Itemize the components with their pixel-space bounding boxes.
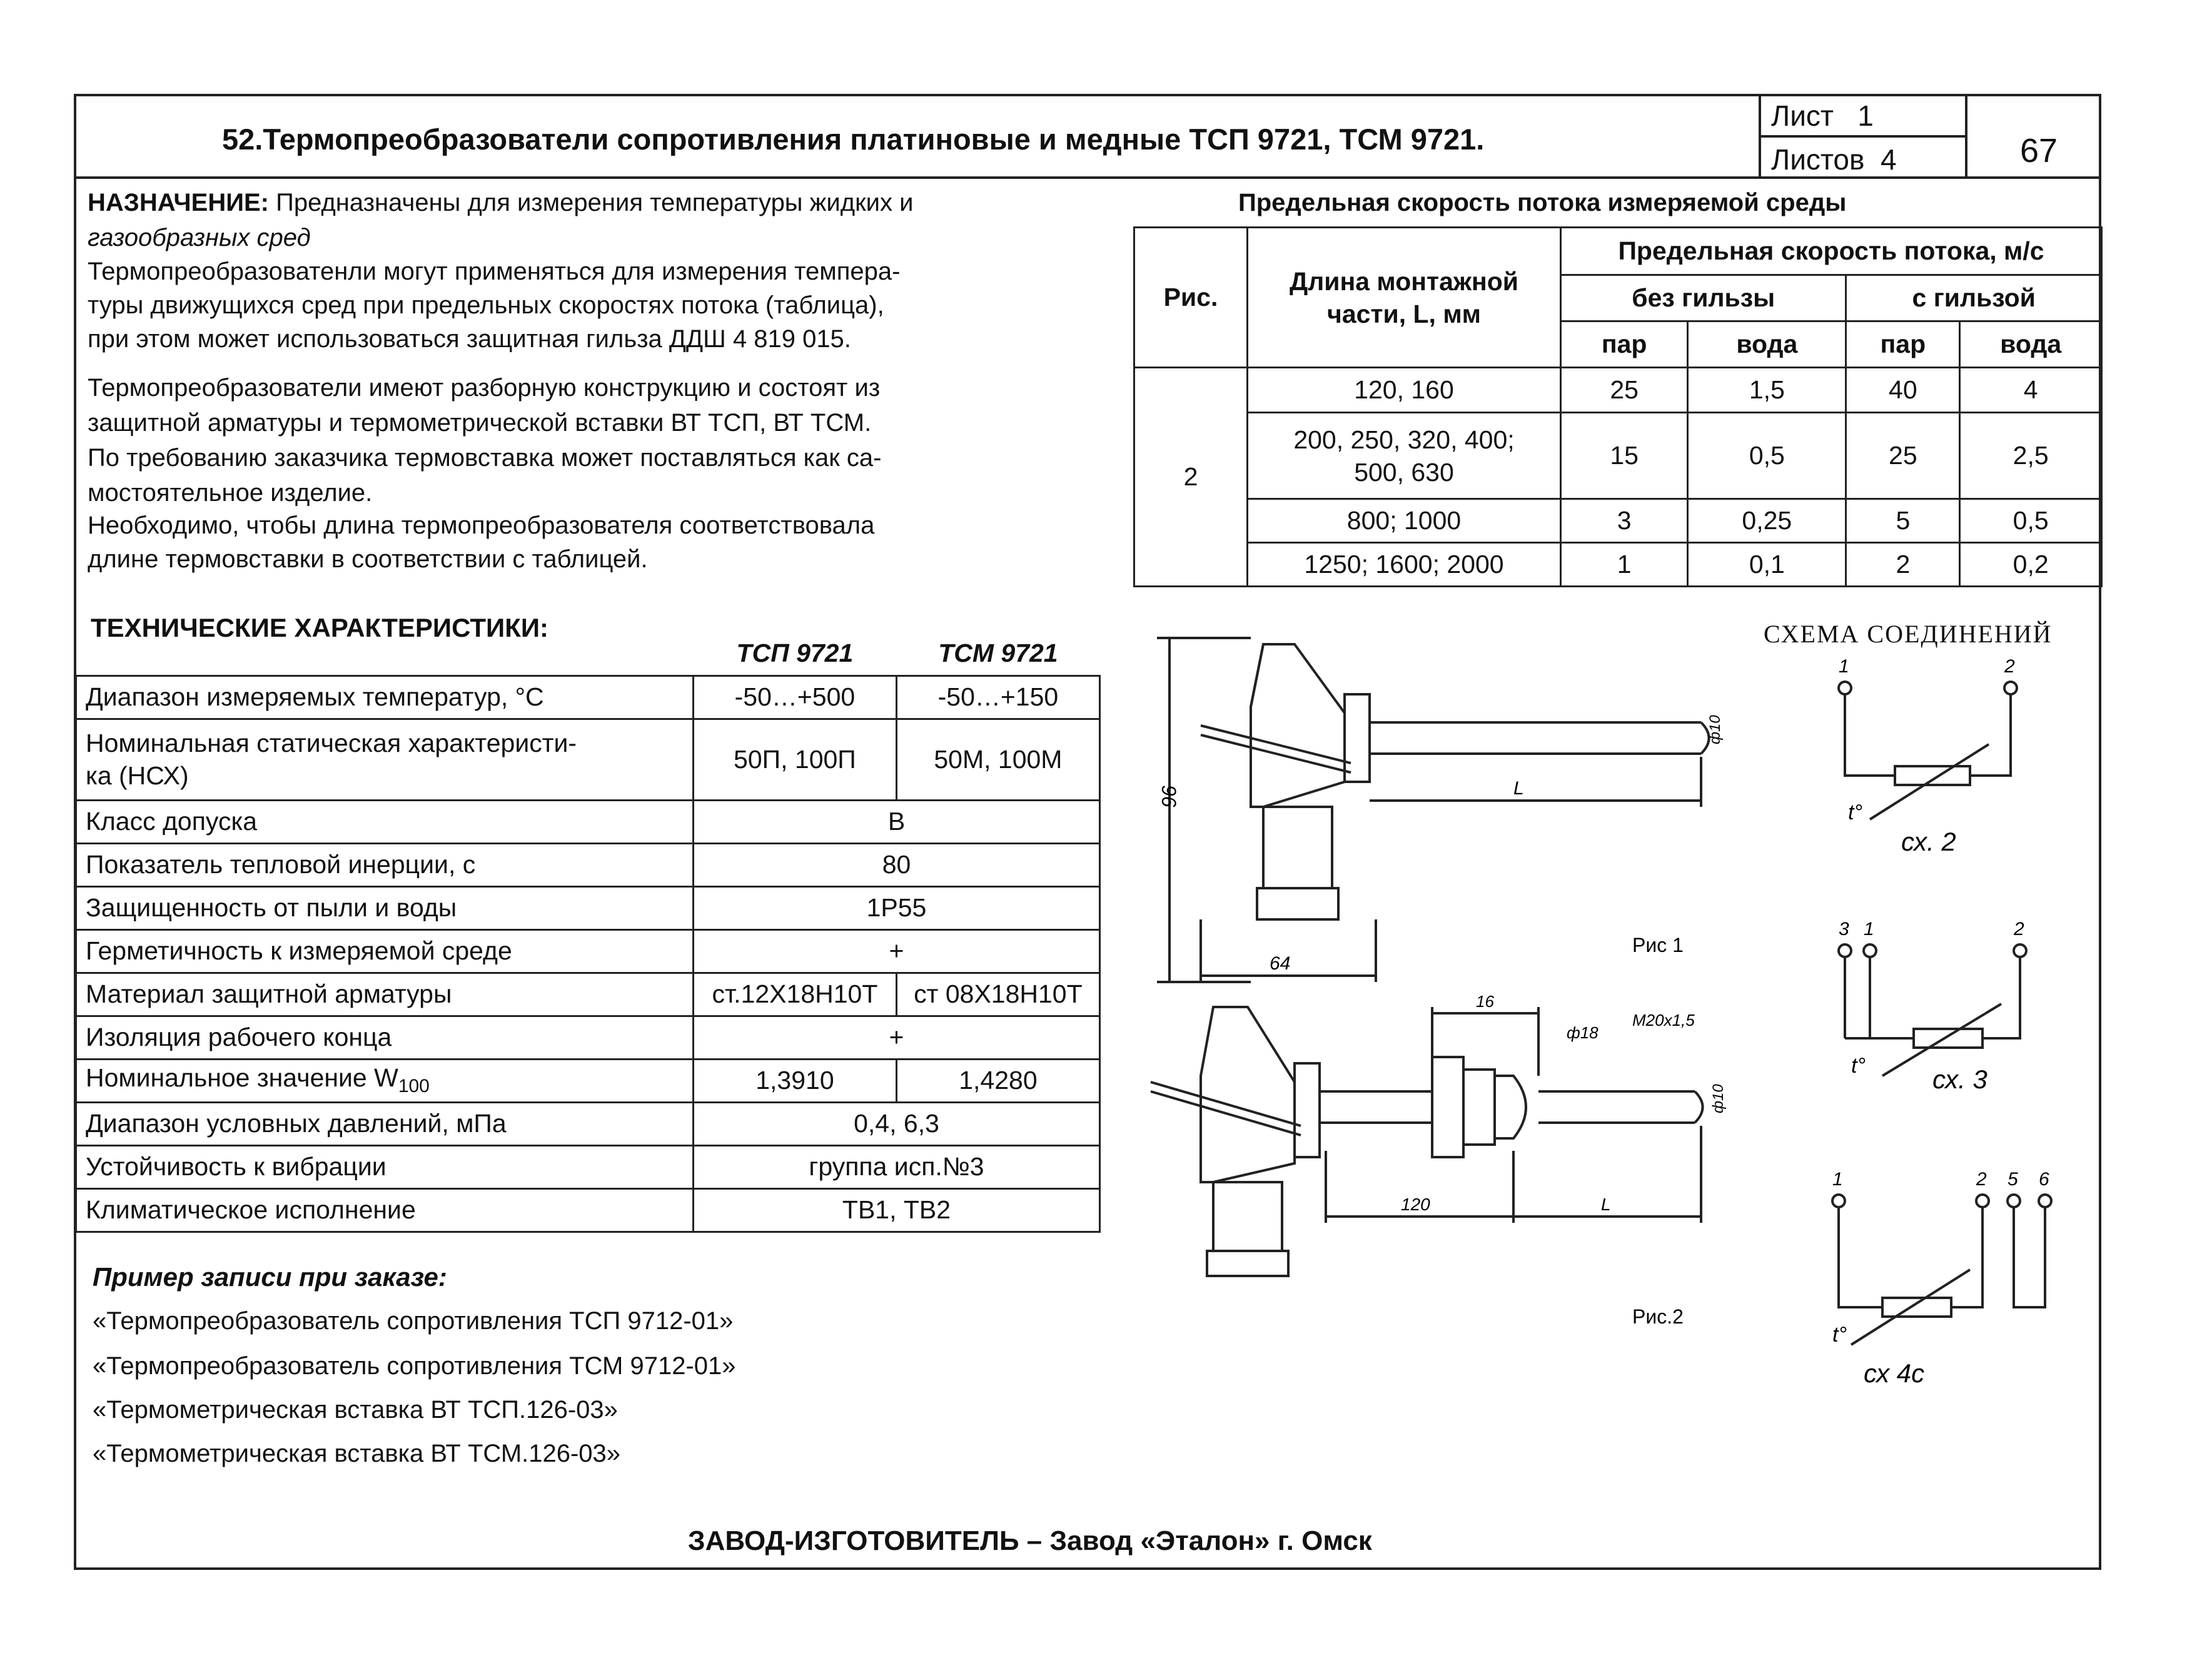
scheme4-pin: 5 [2008, 1169, 2018, 1190]
purpose-heading: НАЗНАЧЕНИЕ: [88, 189, 269, 216]
scheme4-t: t° [1832, 1323, 1847, 1347]
tech-name: Материал защитной арматуры [76, 973, 694, 1016]
sheet-value: 1 [1857, 99, 1874, 132]
table-row [76, 1016, 1100, 1059]
tech-value-b: -50…+150 [896, 676, 1099, 719]
dim-L-fig2: L [1601, 1195, 1611, 1214]
scheme4-pin: 6 [2039, 1169, 2049, 1190]
sheets-label: Листов 4 [1771, 143, 1897, 176]
flow-v2: 0,25 [1688, 499, 1846, 543]
tech-value-b: 50М, 100М [896, 719, 1099, 800]
flow-fig-value: 2 [1134, 368, 1248, 587]
flow-col-water-2: вода [1960, 321, 2102, 368]
order-heading: Пример записи при заказе: [93, 1262, 447, 1292]
fig2-caption: Рис.2 [1632, 1305, 1684, 1326]
scheme-3 [1801, 913, 2064, 1101]
table-row [76, 1145, 1100, 1188]
scheme3-pin: 2 [2014, 919, 2024, 939]
table-row [1134, 543, 2102, 587]
tech-name: Диапазон измеряемых температур, °С [76, 676, 694, 719]
tech-name: Климатическое исполнение [76, 1188, 694, 1232]
table-row [76, 886, 1100, 929]
purpose-para3-1: Термопреобразователи имеют разборную конструкцию и состоят из [88, 374, 881, 402]
tech-value-b: ст 08Х18Н10Т [896, 973, 1099, 1016]
sheet-label: Лист 1 [1771, 99, 1874, 132]
purpose-para3-3: По требованию заказчика термовставка может поставляться как са- [88, 444, 882, 472]
tech-value-b: 1,4280 [896, 1059, 1099, 1102]
dim-96: 96 [1158, 785, 1180, 807]
scheme3-label: сх. 3 [1932, 1065, 1987, 1094]
table-row [76, 1059, 1100, 1102]
scheme2-label: сх. 2 [1901, 827, 1956, 856]
purpose-line-2: газообразных сред [88, 224, 311, 251]
table-row [76, 929, 1100, 973]
tech-value: 80 [694, 843, 1100, 886]
tech-value: В [694, 800, 1100, 843]
dim-10-fig2: ф10 [1710, 1084, 1727, 1113]
flow-col-sleeve: с гильзой [1846, 275, 2102, 321]
drawing-fig2 [1138, 988, 1751, 1326]
dim-m20: М20х1,5 [1632, 1011, 1695, 1030]
table-row [76, 719, 1100, 800]
flow-v3: 25 [1846, 413, 1960, 499]
flow-table [1133, 226, 2103, 587]
table-row [76, 676, 1100, 719]
flow-table-caption: Предельная скорость потока измеряемой среды [1238, 189, 1847, 216]
dim-120: 120 [1401, 1195, 1430, 1214]
table-row [76, 1102, 1100, 1145]
tech-value: ТВ1, ТВ2 [694, 1188, 1100, 1232]
purpose-para3-2: защитной арматуры и термометрической вставки ВТ ТСП, ВТ ТСМ. [88, 409, 872, 437]
flow-v2: 0,5 [1688, 413, 1846, 499]
flow-length: 200, 250, 320, 400; 500, 630 [1248, 413, 1561, 499]
purpose-line-1: НАЗНАЧЕНИЕ: Предназначены для измерения температуры жидких и [88, 189, 914, 216]
purpose-para2-3: при этом может использоваться защитная гильза ДДШ 4 819 015. [88, 325, 851, 353]
purpose-para2-1: Термопреобразоватенли могут применяться для измерения темпера- [88, 258, 901, 285]
flow-v1: 1 [1561, 543, 1688, 587]
table-row [1134, 368, 2102, 413]
fig1-caption: Рис 1 [1632, 934, 1684, 956]
sheets-value: 4 [1881, 143, 1897, 176]
table-row [76, 800, 1100, 843]
flow-col-speed: Предельная скорость потока, м/с [1561, 228, 2102, 275]
tech-name: Класс допуска [76, 800, 694, 843]
scheme-title: СХЕМА СОЕДИНЕНИЙ [1764, 620, 2053, 648]
dim-18: ф18 [1567, 1023, 1598, 1042]
scheme3-pin: 3 [1839, 919, 1849, 939]
scheme3-t: t° [1851, 1054, 1866, 1078]
dim-16: 16 [1476, 992, 1494, 1011]
tech-name: Герметичность к измеряемой среде [76, 929, 694, 973]
header-divider [74, 176, 2101, 179]
purpose-para2-2: туры движущихся сред при предельных скоростях потока (таблица), [88, 291, 884, 319]
dim-64: 64 [1270, 953, 1291, 974]
flow-v1: 15 [1561, 413, 1688, 499]
tech-value: + [694, 929, 1100, 973]
tech-name: Диапазон условных давлений, мПа [76, 1102, 694, 1145]
tech-col-tsp: ТСП 9721 [694, 632, 897, 676]
flow-col-water-1: вода [1688, 321, 1846, 368]
flow-v2: 0,1 [1688, 543, 1846, 587]
manufacturer-footer: ЗАВОД-ИЗГОТОВИТЕЛЬ – Завод «Эталон» г. Омск [688, 1526, 1372, 1556]
flow-length: 1250; 1600; 2000 [1248, 543, 1561, 587]
tech-table [75, 632, 1101, 1233]
flow-v4: 2,5 [1960, 413, 2102, 499]
tech-name: Устойчивость к вибрации [76, 1145, 694, 1188]
tech-value: 1Р55 [694, 886, 1100, 929]
scheme4-pin: 2 [1976, 1169, 1987, 1190]
drawing-fig1 [1138, 619, 1726, 1007]
flow-length: 800; 1000 [1248, 499, 1561, 543]
purpose-para3-4: мостоятельное изделие. [88, 479, 373, 507]
scheme4-pin: 1 [1832, 1169, 1843, 1190]
flow-v1: 25 [1561, 368, 1688, 413]
flow-v3: 5 [1846, 499, 1960, 543]
scheme2-pin: 2 [2004, 656, 2015, 677]
tech-heading: ТЕХНИЧЕСКИЕ ХАРАКТЕРИСТИКИ: [91, 613, 549, 642]
dim-10-fig1: ф10 [1707, 715, 1724, 744]
flow-v4: 0,5 [1960, 499, 2102, 543]
order-line-2: «Термопреобразователь сопротивления ТСМ 9712-01» [93, 1352, 736, 1380]
tech-name: Номинальная статическая характеристи- ка (НСХ) [76, 719, 694, 800]
flow-col-no-sleeve: без гильзы [1561, 275, 1846, 321]
tech-value: 0,4, 6,3 [694, 1102, 1100, 1145]
order-line-4: «Термометрическая вставка ВТ ТСМ.126-03» [93, 1440, 621, 1467]
flow-v3: 2 [1846, 543, 1960, 587]
purpose-para3-6: длине термовставки в соответствии с таблицей. [88, 545, 648, 573]
scheme2-t: t° [1848, 801, 1863, 824]
flow-col-steam-1: пар [1561, 321, 1688, 368]
tech-name: Защищенность от пыли и воды [76, 886, 694, 929]
flow-v4: 4 [1960, 368, 2102, 413]
tech-name: Показатель тепловой инерции, с [76, 843, 694, 886]
flow-col-length: Длина монтажной части, L, мм [1248, 228, 1561, 368]
dim-L-fig1: L [1513, 778, 1524, 799]
flow-v1: 3 [1561, 499, 1688, 543]
table-row [1134, 413, 2102, 499]
tech-value-a: 50П, 100П [694, 719, 897, 800]
table-row [1134, 499, 2102, 543]
table-row [76, 843, 1100, 886]
flow-v4: 0,2 [1960, 543, 2102, 587]
tech-col-tsm: ТСМ 9721 [896, 632, 1099, 676]
tech-value-a: 1,3910 [694, 1059, 897, 1102]
flow-col-steam-2: пар [1846, 321, 1960, 368]
page-title: 52.Термопреобразователи сопротивления платиновые и медные ТСП 9721, ТСМ 9721. [222, 123, 1485, 156]
table-row [76, 973, 1100, 1016]
flow-v2: 1,5 [1688, 368, 1846, 413]
table-row [76, 1188, 1100, 1232]
scheme4-label: сх 4с [1864, 1359, 1925, 1388]
scheme2-pin: 1 [1839, 656, 1849, 677]
flow-col-fig: Рис. [1134, 228, 1248, 368]
flow-length: 120, 160 [1248, 368, 1561, 413]
tech-value-a: -50…+500 [694, 676, 897, 719]
purpose-para3-5: Необходимо, чтобы длина термопреобразователя соответствовала [88, 512, 875, 539]
tech-name: Изоляция рабочего конца [76, 1016, 694, 1059]
tech-name: Номинальное значение $W_{100}$ [76, 1059, 694, 1102]
page-number: 67 [2020, 132, 2058, 170]
order-line-1: «Термопреобразователь сопротивления ТСП 9712-01» [93, 1307, 734, 1335]
tech-value-a: ст.12Х18Н10Т [694, 973, 897, 1016]
order-line-3: «Термометрическая вставка ВТ ТСП.126-03» [93, 1396, 618, 1424]
scheme3-pin: 1 [1864, 919, 1874, 939]
tech-value: группа исп.№3 [694, 1145, 1100, 1188]
scheme-2 [1801, 650, 2064, 857]
header-sheet-row-divider [1759, 135, 1966, 138]
flow-v3: 40 [1846, 368, 1960, 413]
scheme-4 [1801, 1163, 2076, 1395]
tech-value: + [694, 1016, 1100, 1059]
